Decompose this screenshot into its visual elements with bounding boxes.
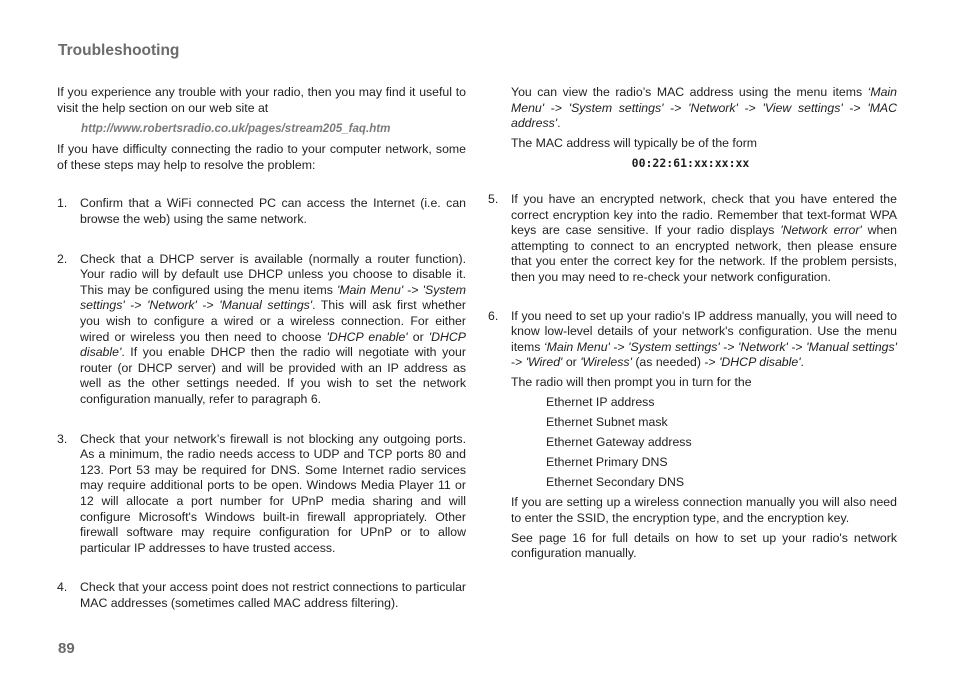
list-item: Ethernet Primary DNS (546, 454, 668, 469)
prompt-list (546, 395, 897, 491)
step-number: 2. (57, 251, 68, 266)
step-number: 5. (488, 191, 499, 206)
step-2 (57, 252, 466, 408)
step-number: 4. (57, 580, 68, 595)
page-number: 89 (58, 640, 75, 657)
step-text: If you need to set up your radio's IP address manually, you will need to know low-level details of your network's configuration. Use the menu items ‘Main Menu' -> 'System settings' -> 'Network' -> 'Manual settings' -> 'Wired' or 'Wireless' (as needed) -> 'DHCP disable'. (511, 308, 898, 370)
list-item: Ethernet Secondary DNS (546, 474, 685, 489)
prompt-text: The radio will then prompt you in turn for the (511, 374, 752, 389)
step-6 (488, 309, 897, 371)
left-column (57, 85, 466, 612)
step-text: Check that your network’s firewall is not blocking any outgoing ports. As a minimum, the radio needs access to UDP and TCP ports 80 and 123. Port 53 may be required for DNS. Some Internet radio services may require additional ports to be open. Windows Media Player 11 or 12 will allocate a port number for UPnP media sharing and will configure Microsoft's Windows built-in firewall appropriately. Other firewall software may require configuration for UPnP or to allow particular IP addresses to have trusted access. (80, 431, 466, 555)
list-item: Ethernet Gateway address (546, 434, 692, 449)
step-text: Check that your access point does not restrict connections to particular MAC addresses (sometimes called MAC address filtering). (80, 580, 466, 610)
right-column (488, 85, 897, 566)
list-item: Ethernet Subnet mask (546, 414, 668, 429)
page-title: Troubleshooting (58, 42, 180, 59)
step-number: 1. (57, 196, 68, 211)
see-page-note: See page 16 for full details on how to set up your radio's network configuration manually. (511, 530, 897, 561)
faq-url[interactable]: http://www.robertsradio.co.uk/pages/stream205_faq.htm (81, 121, 391, 135)
intro-paragraph: If you experience any trouble with your radio, then you may find it useful to visit the help section on our web site at (57, 85, 466, 115)
mac-intro-paragraph: You can view the radio’s MAC address using the menu items ‘Main Menu' -> 'System settings' -> 'Network' -> 'View settings' -> 'MAC address'. (511, 85, 898, 131)
step-text: Confirm that a WiFi connected PC can access the Internet (i.e. can browse the web) using the same network. (80, 196, 466, 227)
step-5 (488, 192, 897, 286)
step-text: If you have an encrypted network, check that you have entered the correct encryption key into the radio. Remember that text-format WPA keys are case sensitive. If your radio displays 'Network error' when attempting to connect to an encrypted network, then please ensure that you enter the correct key for the network. If the problem persists, then you may need to re-check your network configuration. (511, 191, 897, 284)
step-4 (57, 580, 466, 611)
step-text: Check that a DHCP server is available (normally a router function). Your radio will by default use DHCP unless you choose to disable it. This may be configured using the menu items 'Main Menu' -> 'System settings' -> 'Network' -> 'Manual settings'. This will ask first whether you wish to configure a wired or a wireless connection. For either wired or wireless you then need to choose 'DHCP enable' or 'DHCP disable'. If you enable DHCP then the radio will negotiate with your router (or DHCP server) and will be provided with an IP address as well as the other settings needed. If you wish to set the network configuration manually, refer to paragraph 6. (80, 251, 467, 406)
mac-address-example: 00:22:61:xx:xx:xx (631, 156, 750, 171)
wireless-note: If you are setting up a wireless connection manually you will also need to enter the SSID, the encryption type, and the encryption key. (511, 494, 897, 525)
network-intro-paragraph: If you have difficulty connecting the radio to your computer network, some of these steps may help to resolve the problem: (57, 142, 466, 172)
step-1 (57, 196, 466, 227)
step-number: 6. (488, 308, 499, 323)
list-item: Ethernet IP address (546, 395, 655, 409)
step-number: 3. (57, 431, 68, 446)
step-3 (57, 432, 466, 557)
mac-form-text: The MAC address will typically be of the form (511, 136, 758, 151)
